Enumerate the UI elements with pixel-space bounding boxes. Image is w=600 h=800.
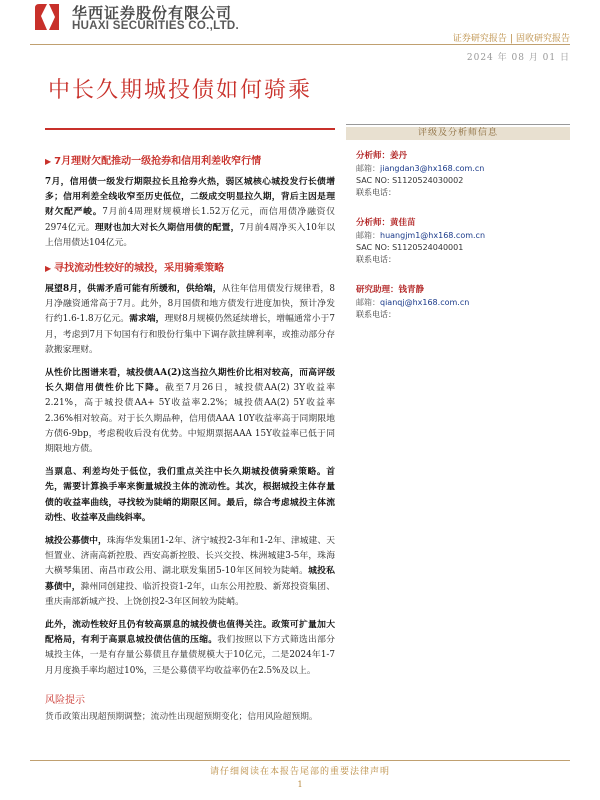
analyst-sidebar xyxy=(346,127,570,321)
paragraph-bold: 7月，信用债一级发行期限拉长且抢券火热，弱区城核心城投发行长债增多；信用利差全线收窄至历史低位，二级成交明显拉久期，背后主因是理财欠配严峻。 xyxy=(45,177,335,218)
section-heading-2 xyxy=(45,259,335,274)
analyst-email-line xyxy=(356,297,570,309)
email-label: 邮箱： xyxy=(356,164,380,173)
paragraph-text: 7月前4周净买入10年以上信用债达104亿元。 xyxy=(45,222,335,248)
email-label: 邮箱： xyxy=(356,231,380,240)
paragraph-bold: 此外，流动性较好且仍有较高票息的城投债也值得关注。政策可扩量加大配格局，有利于高票息城投债估值的压缩。 xyxy=(45,620,335,646)
company-name-cn: 华西证券股份有限公司 xyxy=(72,4,233,22)
legal-disclaimer-notice: 请仔细阅读在本报告尾部的重要法律声明 xyxy=(209,767,390,777)
paragraph xyxy=(45,534,335,610)
paragraph-bold: 展望8月，供需矛盾可能有所缓和，供给端， xyxy=(45,284,222,295)
section-heading-1-text: 7月理财欠配推动一级抢券和信用利差收窄行情 xyxy=(54,156,262,167)
paragraph xyxy=(45,366,335,457)
paragraph-bold: 需求端， xyxy=(129,314,165,325)
analyst-card xyxy=(356,217,570,266)
huaxi-logo-icon xyxy=(33,2,61,32)
company-name-en: HUAXI SECURITIES CO.,LTD. xyxy=(72,20,240,32)
sidebar-heading: 评级及分析师信息 xyxy=(346,127,570,140)
risk-warning-text: 货币政策出现超预期调整；流动性出现超预期变化；信用风险超预期。 xyxy=(45,711,318,722)
tag-securities-report: 证券研究报告 xyxy=(452,34,507,44)
paragraph xyxy=(45,465,335,526)
paragraph-bold: 城投公募债中， xyxy=(45,536,107,547)
paragraph-text: 理财8月规模仍然延续增长，增幅通常小于7月，考虑到7月下旬国有行和股份行集中下调存款挂牌利率，或推动部分存款搬家理财。 xyxy=(45,314,335,355)
header-divider xyxy=(30,44,570,45)
analyst-phone: 联系电话： xyxy=(356,255,396,264)
paragraph-bold: 理财也加大对长久期信用债的配置， xyxy=(94,222,240,233)
report-date: 2024 年 08 月 01 日 xyxy=(466,53,570,63)
paragraph-text: 从往年信用债发行规律看，8月净融资通常高于7月。此外，8月国债和地方债发行进度加快，预计净发行约1.6-1.8万亿元。 xyxy=(45,284,335,325)
report-title: 中长久期城投债如何骑乘 xyxy=(48,78,313,103)
paragraph-text: 截至7月26日，城投债AA(2) 3Y收益率2.21%，高于城投债AA+ 5Y收益率2.2%；城投债AA(2) 5Y收益率2.36%相对较高。对于长久期品种，信用债AAA 10Y收益率高于同期限地方债6-9bp，考虑税收后没有优势。中短期票据AAA 15Y收益率已低于同期限地方债。 xyxy=(45,383,335,455)
page-header xyxy=(0,0,600,44)
page-number: 1 xyxy=(297,780,303,789)
section-heading-2-text: 寻找流动性较好的城投，采用骑乘策略 xyxy=(54,263,225,275)
report-type-tags xyxy=(453,31,570,44)
paragraph-text: 我们按照以下方式筛选出部分城投主体，一是有存量公募债且存量债规模大于10亿元，二是2024年1-7月月度换手率均超过10%，三是公募债平均收益率仍在2.5%及以上。 xyxy=(45,635,335,676)
paragraph-text: 滁州同创建投、临沂投资1-2年，山东公用控股、新郑投资集团、重庆南部新城产投、上饶创投2-3年区间较为陡峭。 xyxy=(45,581,335,607)
analyst-sac: SAC NO: S1120524030002 xyxy=(356,176,464,185)
analyst-phone: 联系电话： xyxy=(356,310,396,319)
tag-separator: | xyxy=(509,34,513,44)
analyst-card xyxy=(356,150,570,199)
sidebar-top-rule xyxy=(346,124,570,125)
analyst-name: 分析师：黄佳苗 xyxy=(356,218,416,228)
paragraph-text: 7月前4周理财规模增长1.52万亿元，而信用债净融资仅2974亿元。 xyxy=(45,207,335,233)
main-column xyxy=(45,130,335,724)
paragraph xyxy=(45,175,335,251)
analyst-name: 分析师：姜丹 xyxy=(356,151,408,161)
paragraph-text: 珠海华发集团1-2年、济宁城投2-3年和1-2年、津城建、天恒置业、济南高新控股、西安高新控股、长兴交投、株洲城建3-5年，珠海大横琴集团、南昌市政公用、湖北联发集团5-10年区间较为陡峭。 xyxy=(45,536,335,577)
email-label: 邮箱： xyxy=(356,298,380,307)
analyst-name: 研究助理：钱青静 xyxy=(356,285,425,295)
paragraph-bold: 当票息、利差均处于低位，我们重点关注中长久期城投债骑乘策略。首先，需要计算换手率来衡量城投主体的流动性。其次，根据城投主体存量债的收益率曲线，寻找较为陡峭的期限区间。最后，综合考虑城投主体流动性、收益率及曲线斜率。 xyxy=(45,467,335,523)
triangle-bullet-icon: ▶ xyxy=(45,264,52,274)
risk-warning-title: 风险提示 xyxy=(45,694,85,706)
tag-fixed-income-report: 固收研究报告 xyxy=(515,34,570,44)
analyst-email-link[interactable]: huangjm1@hx168.com.cn xyxy=(380,231,486,240)
analyst-email-line xyxy=(356,230,570,242)
paragraph-bold: 城投私募债中， xyxy=(45,566,335,592)
paragraph-bold: 从性价比图谱来看，城投债AA(2)这当拉久期性价比相对较高，而高评级长久期信用债性价比下降。 xyxy=(45,368,335,394)
analyst-email-link[interactable]: jiangdan3@hx168.com.cn xyxy=(380,164,485,173)
paragraph xyxy=(45,618,335,679)
triangle-bullet-icon: ▶ xyxy=(45,157,52,166)
paragraph xyxy=(45,282,335,358)
section-heading-1 xyxy=(45,152,335,167)
analyst-email-link[interactable]: qianqj@hx168.com.cn xyxy=(380,298,470,307)
analyst-email-line xyxy=(356,163,570,175)
footer-divider xyxy=(30,760,570,761)
analyst-phone: 联系电话： xyxy=(356,188,396,197)
analyst-sac: SAC NO: S1120524040001 xyxy=(356,243,464,252)
analyst-card xyxy=(356,284,570,321)
